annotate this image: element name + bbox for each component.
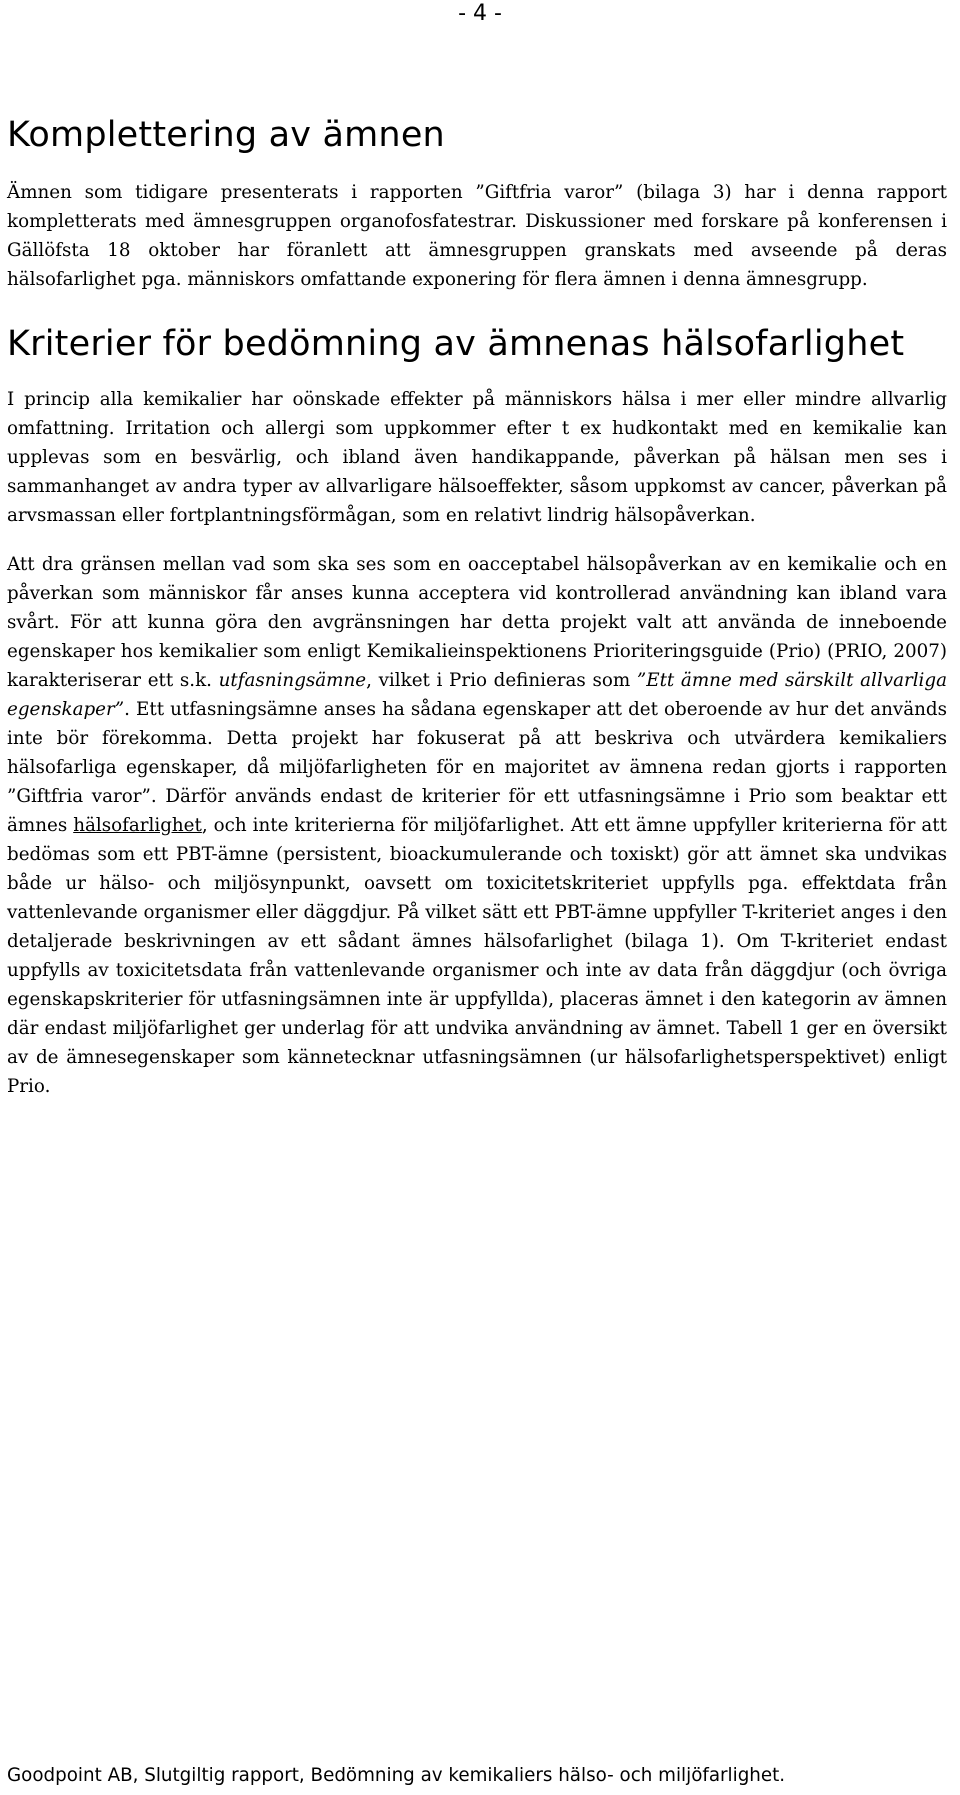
paragraph-komplettering: Ämnen som tidigare presenterats i rapporten ”Giftfria varor” (bilaga 3) har i denna rapport kompletterats med ämnesgruppen organofosfatestrar. Diskussioner med forskare på konferensen i Gällöfsta 18 oktober har föranlett att ämnesgruppen granskats med avseende på deras hälsofarlighet pga. människors omfattande exponering för flera ämnen i denna ämnesgrupp.: [7, 182, 947, 290]
paragraph-boundary: [7, 550, 947, 1101]
page-footer: Goodpoint AB, Slutgiltig rapport, Bedömning av kemikaliers hälso- och miljöfarlighet.: [7, 1765, 786, 1786]
paragraph-text-part: , vilket i Prio definieras som: [366, 670, 637, 691]
paragraph-text-part: . Ett utfasningsämne anses ha sådana egenskaper att det oberoende av hur det används inte bör förekomma. Detta projekt har fokuserat på att beskriva och utvärdera kemikaliers hälsofarliga egenskaper, då miljöfarligheten för en majoritet av ämnena redan gjorts i rapporten ”Giftfria varor”. Därför används endast de kriterier för ett utfasningsämne i Prio som beaktar ett ämnes: [7, 699, 947, 836]
page-number: - 4 -: [458, 1, 502, 26]
underlined-term: hälsofarlighet: [73, 815, 202, 836]
paragraph-principles: I princip alla kemikalier har oönskade effekter på människors hälsa i mer eller mindre allvarlig omfattning. Irritation och allergi som uppkommer efter t ex hudkontakt med en kemikalie kan upplevas som en besvärlig, och ibland även handikappande, påverkan på hälsan men ses i sammanhanget av andra typer av allvarligare hälsoeffekter, såsom uppkomst av cancer, påverkan på arvsmassan eller fortplantningsförmågan, som en relativt lindrig hälsopåverkan.: [7, 389, 947, 526]
section-heading-komplettering: Komplettering av ämnen: [7, 115, 445, 155]
paragraph-text-part: Att dra gränsen mellan vad som ska ses som en oacceptabel hälsopåverkan av en kemikalie och en påverkan som människor får anses kunna acceptera vid kontrollerad användning kan ibland vara svårt. För att kunna göra den avgränsningen har detta projekt valt att använda de inneboende egenskaper hos kemikalier som enligt Kemikalieinspektionens Prioriteringsguide (Prio) (PRIO, 2007) karakteriserar ett s.k.: [7, 554, 947, 691]
paragraph-text-part: , och inte kriterierna för miljöfarlighet. Att ett ämne uppfyller kriterierna för att bedömas som ett PBT-ämne (persistent, bioackumulerande och toxiskt) gör att ämnet ska undvikas både ur hälso- och miljösynpunkt, oavsett om toxicitetskriteriet uppfylls pga. effektdata från vattenlevande organismer eller däggdjur. På vilket sätt ett PBT-ämne uppfyller T-kriteriet anges i den detaljerade beskrivningen av ett sådant ämnes hälsofarlighet (bilaga 1). Om T-kriteriet endast uppfylls av toxicitetsdata från vattenlevande organismer och inte av data från däggdjur (och övriga egenskapskriterier för utfasningsämnen inte är uppfyllda), placeras ämnet i den kategorin av ämnen där endast miljöfarlighet ger underlag för att undvika användning av ämnet. Tabell 1 ger en översikt av de ämnesegenskaper som kännetecknar utfasningsämnen (ur hälsofarlighetsperspektivet) enligt Prio.: [7, 815, 947, 1097]
definition-quote: ”Ett ämne med särskilt allvarliga egenskaper”: [7, 670, 948, 720]
term-utfasningsamne: utfasningsämne: [218, 670, 367, 691]
section-heading-kriterier: Kriterier för bedömning av ämnenas hälsofarlighet: [7, 324, 905, 364]
document-body: [7, 112, 947, 1101]
